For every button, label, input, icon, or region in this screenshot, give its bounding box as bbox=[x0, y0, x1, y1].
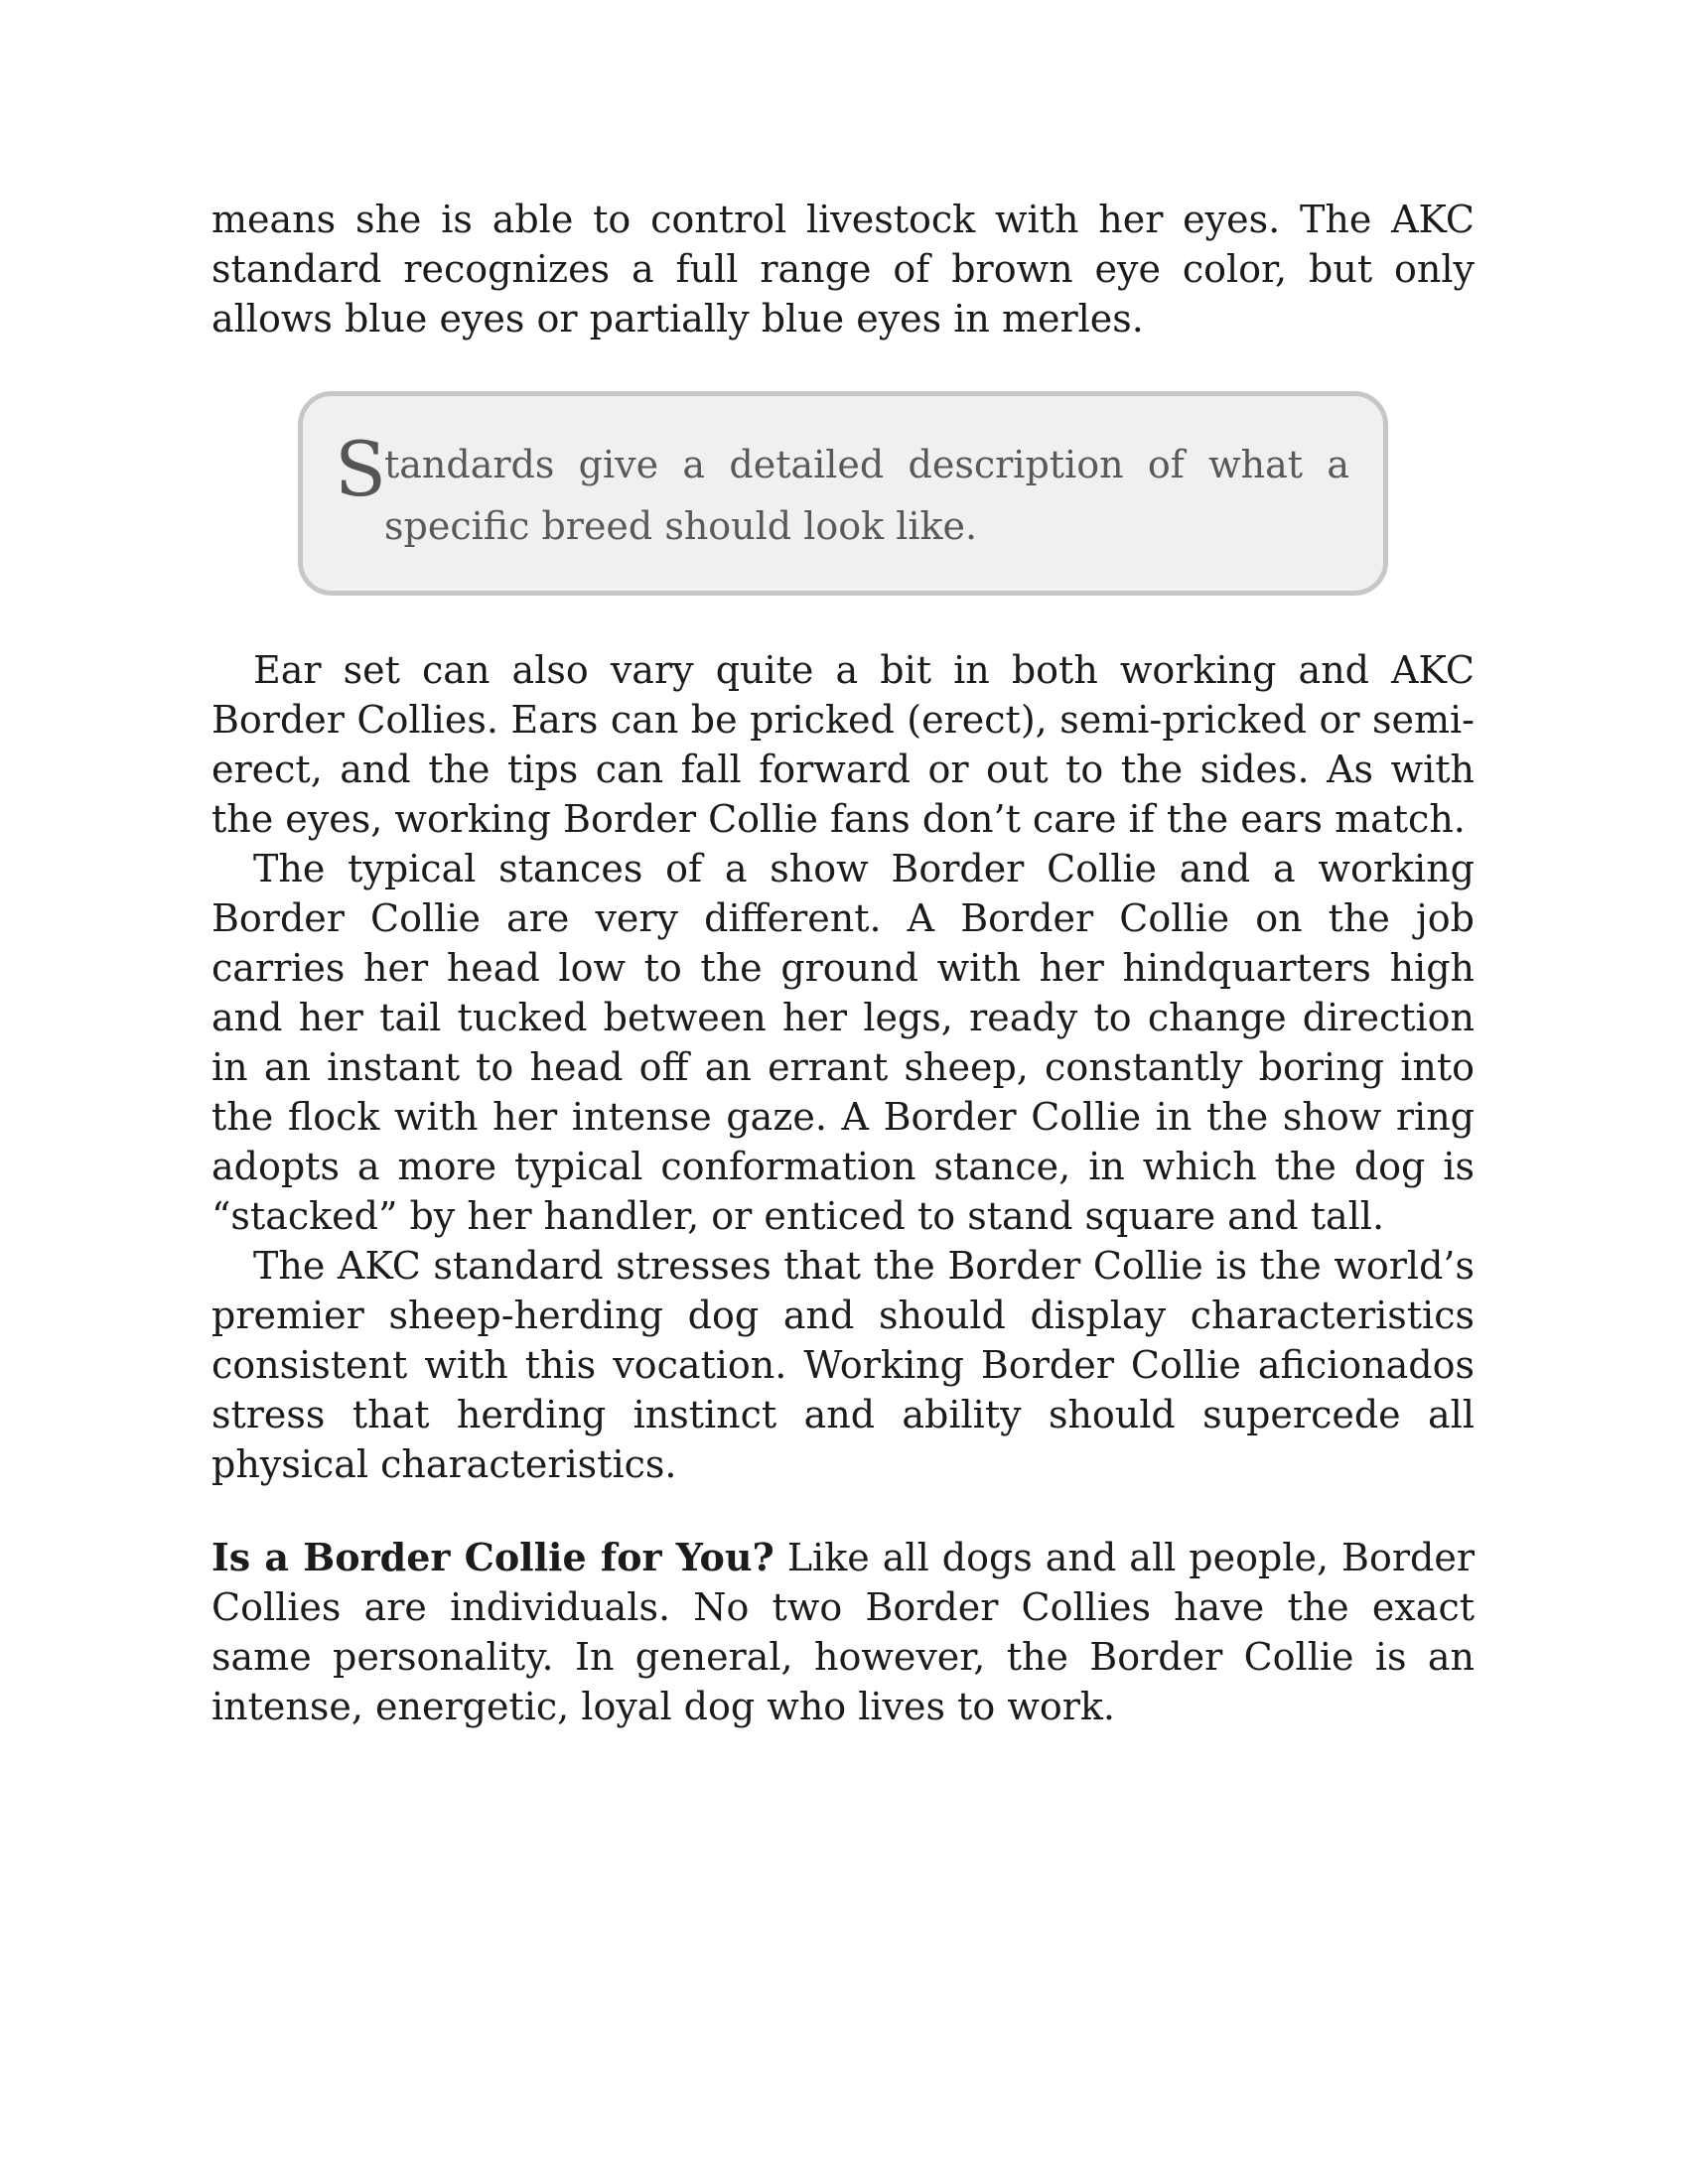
pull-quote-box bbox=[298, 391, 1388, 596]
section-border-collie-for-you bbox=[211, 1533, 1475, 1731]
section-text: Like all dogs and all people, Border Collies are individuals. No two Border Collies have the exact same personality. In general, however, the Border Collie is an intense, energetic, loyal dog who lives to work. bbox=[211, 1536, 1475, 1728]
page-content bbox=[211, 195, 1475, 1731]
paragraph-stances: The typical stances of a show Border Collie and a working Border Collie are very different. A Border Collie on the job carries her head low to the ground with her hindquarters high and her tail tucked between her legs, ready to change direction in an instant to head off an errant sheep, constantly boring into the flock with her intense gaze. A Border Collie in the show ring adopts a more typical conformation stance, in which the dog is “stacked” by her handler, or enticed to stand square and tall. bbox=[211, 847, 1475, 1238]
section-heading: Is a Border Collie for You? bbox=[211, 1535, 774, 1579]
paragraph-akc-standard: The AKC standard stresses that the Border Collie is the world’s premier sheep-herding dog and should display characteristics consistent with this vocation. Working Border Collie aficionados stress that herding instinct and ability should supercede all physical characteristics. bbox=[211, 1244, 1475, 1486]
paragraph-ear-set: Ear set can also vary quite a bit in both working and AKC Border Collies. Ears can be pricked (erect), semi-pricked or semi-erect, and the tips can fall forward or out to the sides. As with the eyes, working Border Collie fans don’t care if the ears match. bbox=[211, 648, 1475, 841]
drop-cap: S bbox=[335, 425, 387, 513]
paragraph-eye-color: means she is able to control livestock with her eyes. The AKC standard recognizes a full range of brown eye color, but only allows blue eyes or partially blue eyes in merles. bbox=[211, 198, 1475, 341]
pull-quote-text: tandards give a detailed description of what a specific breed should look like. bbox=[384, 443, 1349, 548]
